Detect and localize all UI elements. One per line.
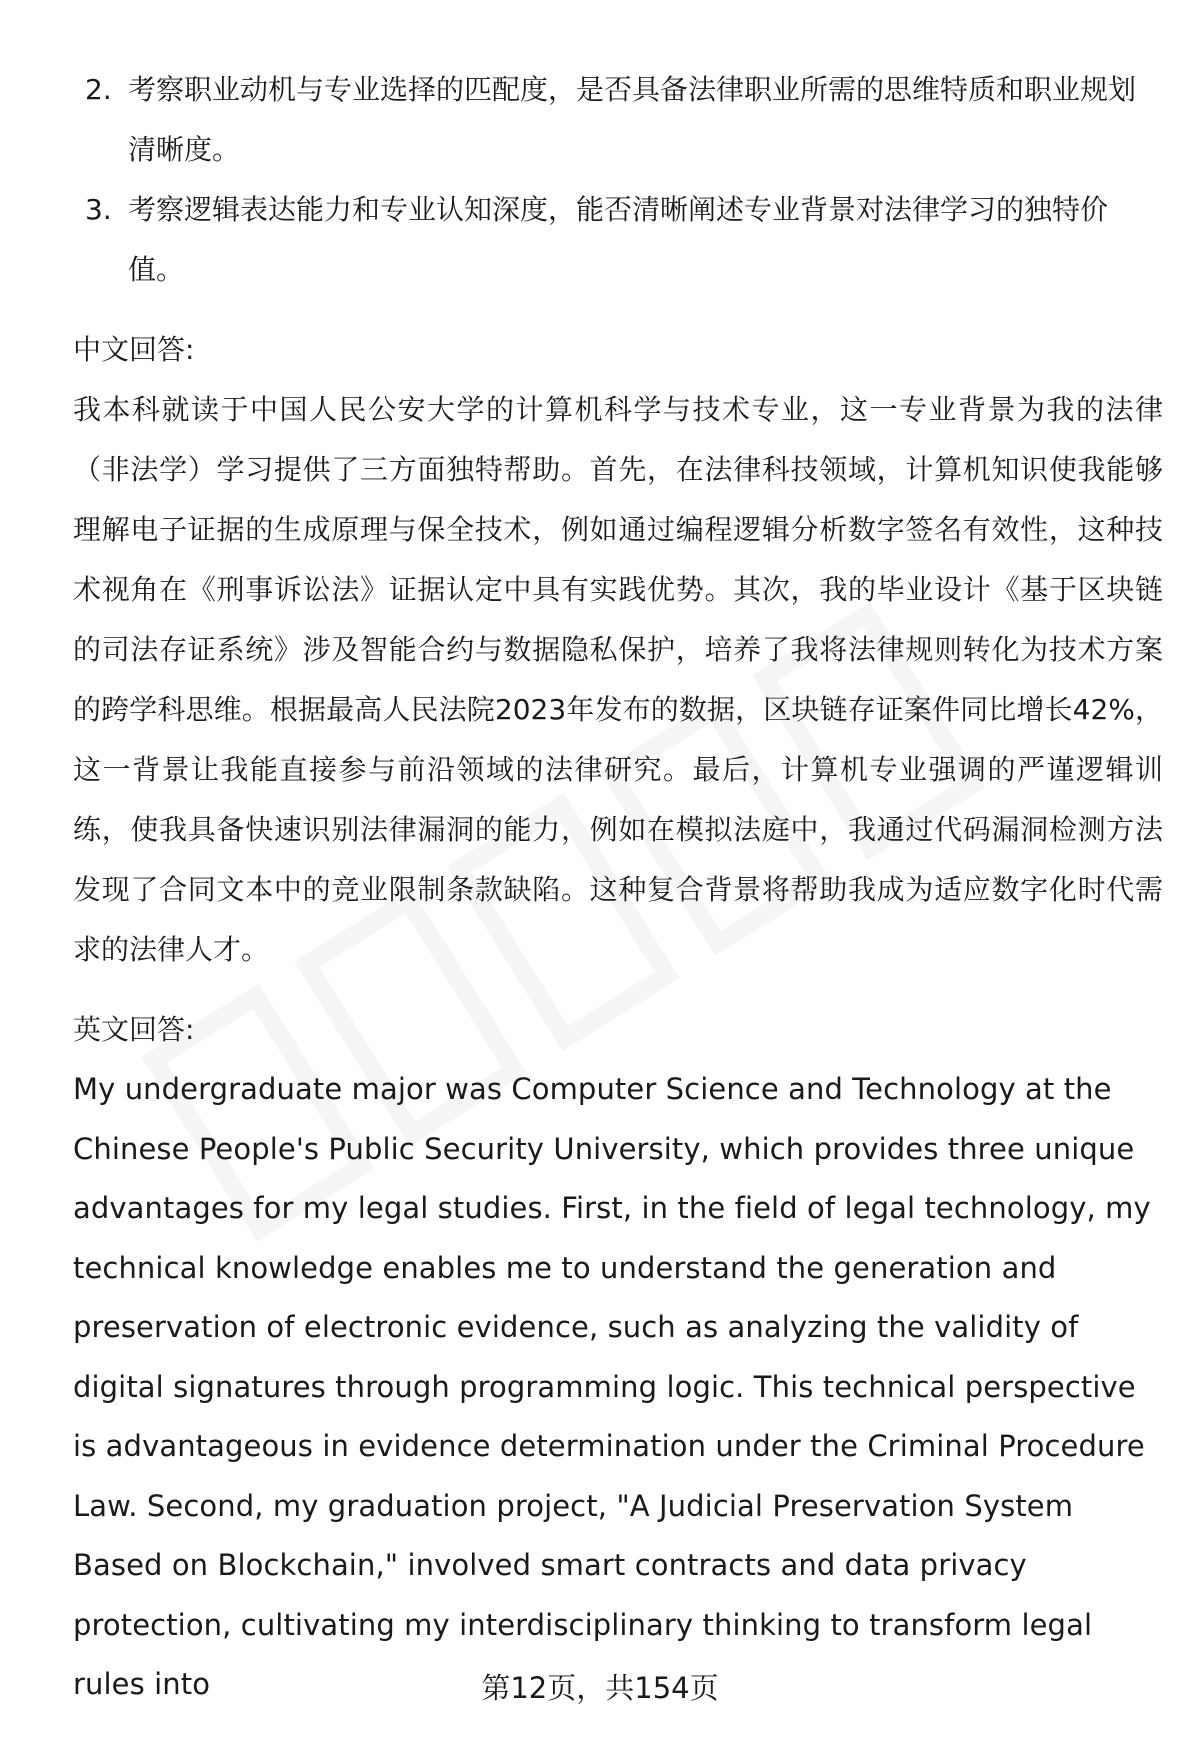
page-number-footer: 第12页，共154页 — [481, 1671, 719, 1705]
list-item-number: 2. — [85, 73, 112, 106]
list-item-text: 考察职业动机与专业选择的匹配度，是否具备法律职业所需的思维特质和职业规划清晰度。 — [128, 73, 1137, 166]
english-answer-label: 英文回答: — [73, 1013, 195, 1046]
chinese-answer-text: 我本科就读于中国人民公安大学的计算机科学与技术专业，这一专业背景为我的法律（非法学）学习提供了三方面独特帮助。首先，在法律科技领域，计算机知识使我能够理解电子证据的生成原理与保全技术，例如通过编程逻辑分析数字签名有效性，这种技术视角在《刑事诉讼法》证据认定中具有实践优势。其次，我的毕业设计《基于区块链的司法存证系统》涉及智能合约与数据隐私保护，培养了我将法律规则转化为技术方案的跨学科思维。根据最高人民法院2023年发布的数据，区块链存证案件同比增长42%，这一背景让我能直接参与前沿领域的法律研究。最后，计算机专业强调的严谨逻辑训练，使我具备快速识别法律漏洞的能力，例如在模拟法庭中，我通过代码漏洞检测方法发现了合同文本中的竞业限制条款缺陷。这种复合背景将帮助我成为适应数字化时代需求的法律人才。 — [73, 393, 1163, 966]
list-item-text: 考察逻辑表达能力和专业认知深度，能否清晰阐述专业背景对法律学习的独特价值。 — [128, 193, 1109, 286]
english-answer-text: My undergraduate major was Computer Science and Technology at the Chinese People's Public Security University, which provides three unique advantages for my legal studies. First, in the field of legal technology, my technical knowledge enables me to understand the generation and preservation of electronic evidence, such as analyzing the validity of digital signatures through programming logic. This technical perspective is advantageous in evidence determination under the Criminal Procedure Law. Second, my graduation project, "A Judicial Preservation System Based on Blockchain," involved smart contracts and data privacy protection, cultivating my interdisciplinary thinking to transform legal rules into — [73, 1072, 1151, 1701]
list-item — [73, 60, 1163, 180]
list-item — [73, 180, 1163, 300]
chinese-answer-label: 中文回答: — [73, 333, 195, 366]
list-item-number: 3. — [85, 193, 112, 226]
content-area — [73, 60, 1163, 1715]
question-points-list — [73, 60, 1163, 300]
